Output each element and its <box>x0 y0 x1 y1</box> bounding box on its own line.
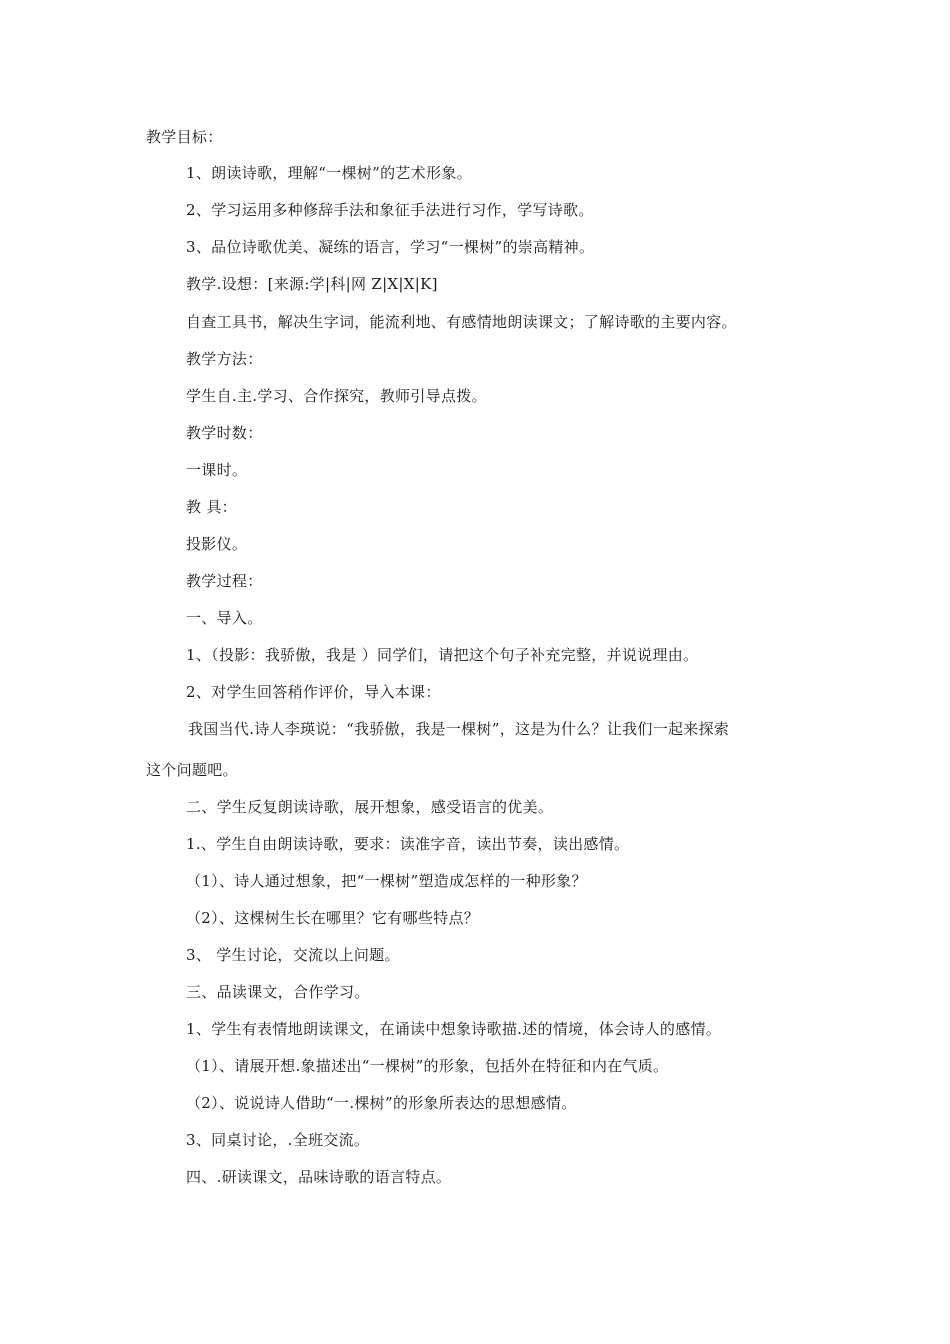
section-3-question-2: （2）、说说诗人借助“一.棵树”的形象所表达的思想感情。 <box>186 1094 577 1112</box>
goal-item-2: 2、学习运用多种修辞手法和象征手法进行习作，学写诗歌。 <box>186 201 594 219</box>
goal-item-3: 3、品位诗歌优美、凝练的语言，学习“一棵树”的崇高精神。 <box>186 238 595 256</box>
goal-item-1: 1、朗读诗歌，理解“一棵树”的艺术形象。 <box>186 164 472 182</box>
section-2-item-3: 3、 学生讨论，交流以上问题。 <box>186 946 400 964</box>
teaching-tools-text: 投影仪。 <box>186 535 248 553</box>
heading-teaching-method: 教学方法： <box>186 350 263 368</box>
section-2-title: 二、学生反复朗读诗歌，展开想象，感受语言的优美。 <box>186 798 554 816</box>
intro-paragraph-line-2: 这个问题吧。 <box>146 761 238 779</box>
section-3-question-1: （1）、请展开想.象描述出“一棵树”的形象，包括外在特征和内在气质。 <box>186 1057 669 1075</box>
section-2-question-2: （2）、这棵树生长在哪里？它有哪些特点？ <box>186 909 480 927</box>
heading-teaching-plan: 教学.设想：[来源:学|科|网 Z|X|X|K] <box>186 275 438 293</box>
intro-paragraph-line-1: 我国当代.诗人李瑛说：“我骄傲，我是一棵树”，这是为什么？让我们一起来探索 <box>188 720 730 738</box>
section-3-item-1: 1、学生有表情地朗读课文，在诵读中想象诗歌描.述的情境，体会诗人的感情。 <box>186 1020 722 1038</box>
heading-teaching-tools: 教 具： <box>186 498 237 516</box>
section-4-title: 四、.研读课文，品味诗歌的语言特点。 <box>186 1168 452 1186</box>
section-1-item-2: 2、对学生回答稍作评价，导入本课： <box>186 683 441 701</box>
section-3-item-3: 3、同桌讨论，.全班交流。 <box>186 1131 370 1149</box>
section-2-item-1: 1.、学生自由朗读诗歌，要求：读准字音，读出节奏，读出感情。 <box>186 835 630 853</box>
section-1-title: 一、导入。 <box>186 609 263 627</box>
section-1-item-1: 1、（投影：我骄傲，我是 ）同学们，请把这个句子补充完整，并说说理由。 <box>186 646 699 664</box>
heading-class-hours: 教学时数： <box>186 424 263 442</box>
section-3-title: 三、品读课文，合作学习。 <box>186 983 370 1001</box>
plan-text: 自查工具书，解决生字词，能流利地、有感情地朗读课文；了解诗歌的主要内容。 <box>186 313 737 331</box>
heading-teaching-goals: 教学目标： <box>146 128 223 146</box>
class-hours-text: 一课时。 <box>186 461 248 479</box>
heading-teaching-process: 教学过程： <box>186 572 263 590</box>
method-text: 学生自.主.学习、合作探究，教师引导点拨。 <box>186 387 487 405</box>
section-2-question-1: （1）、诗人通过想象，把“一棵树”塑造成怎样的一种形象？ <box>186 872 587 890</box>
